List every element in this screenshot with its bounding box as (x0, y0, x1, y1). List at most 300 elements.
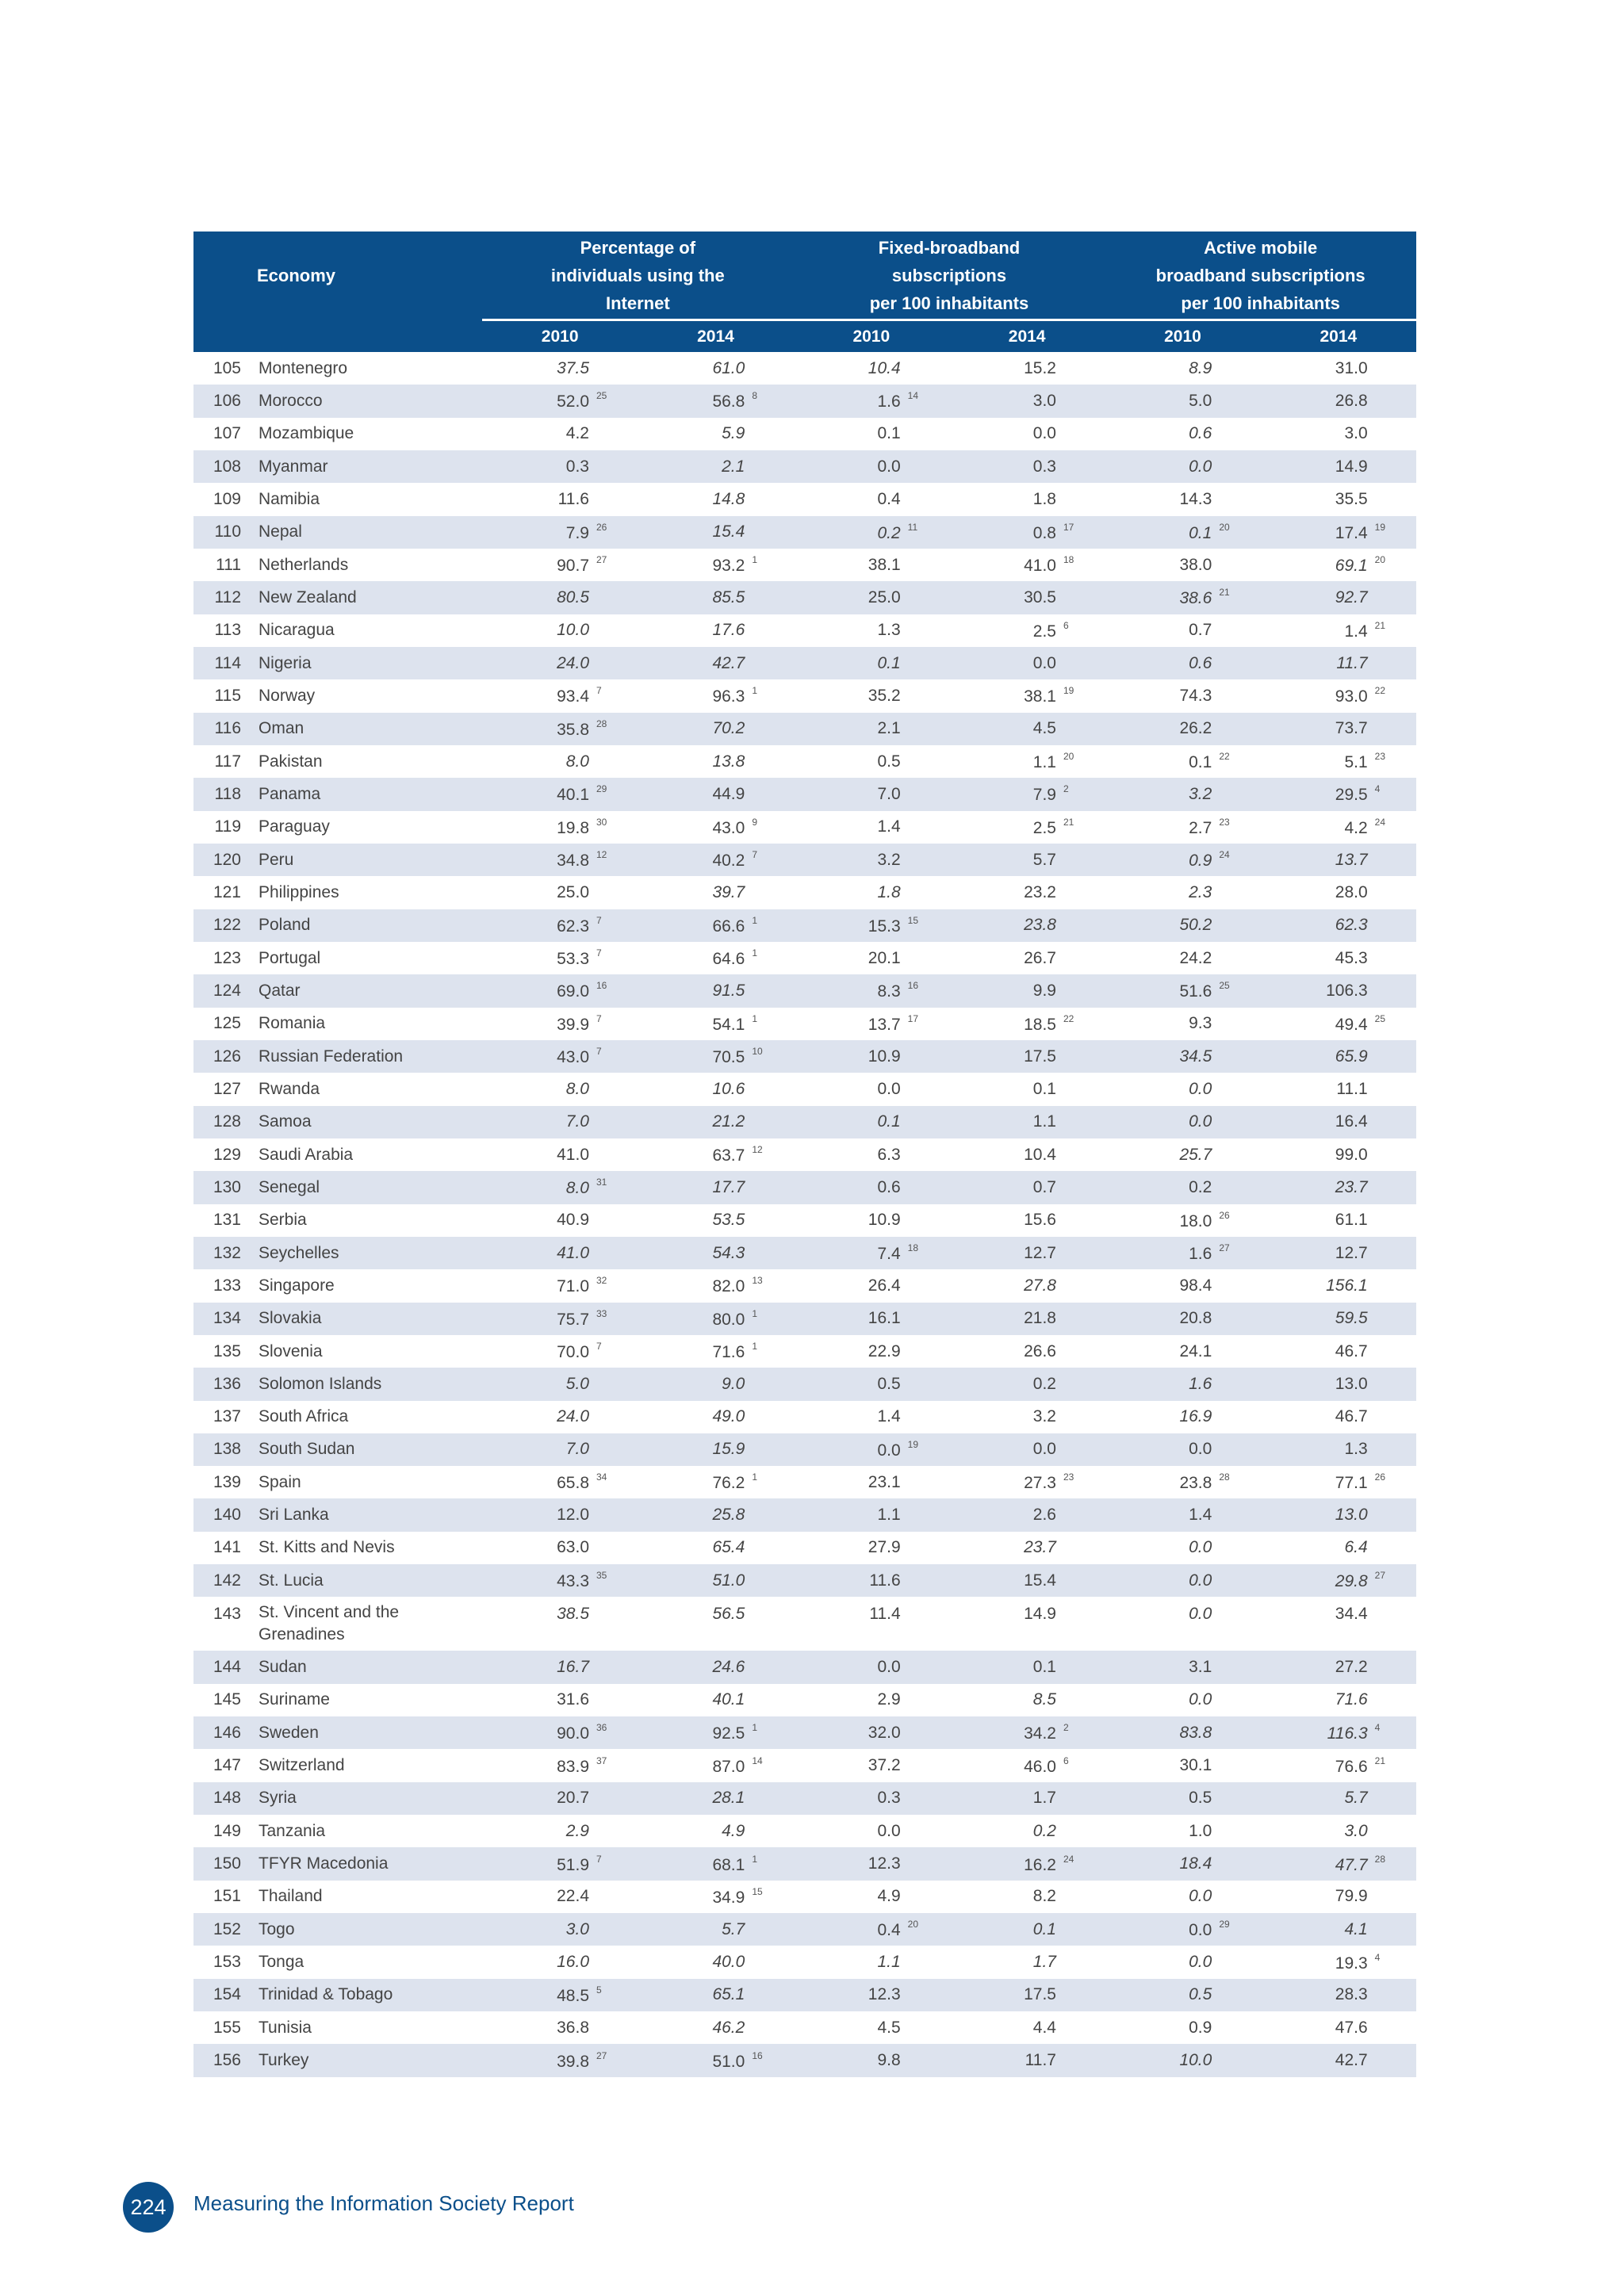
value: 0.4 (877, 489, 901, 508)
row-value-cell (638, 1368, 793, 1400)
value: 39.9 (557, 1015, 589, 1034)
value: 62.3 (1335, 916, 1368, 935)
header-mobile-line-3: per 100 inhabitants (1181, 293, 1340, 313)
table-row (193, 1913, 1416, 1946)
value: 71.0 (557, 1277, 589, 1296)
table-row (193, 2044, 1416, 2076)
value: 51.6 (1179, 982, 1212, 1001)
value: 12.0 (557, 1506, 589, 1525)
row-economy-name: Pakistan (259, 752, 323, 771)
row-value-cell (638, 450, 793, 483)
value: 0.9 (1189, 2018, 1212, 2037)
footnote-ref: 23 (1063, 1471, 1074, 1483)
row-value-cell (794, 352, 949, 385)
value: 17.7 (712, 1177, 745, 1196)
row-economy-name: Qatar (252, 974, 482, 1007)
value: 3.0 (565, 1919, 589, 1938)
footnote-ref: 13 (752, 1275, 763, 1287)
row-value-cell (482, 1040, 638, 1073)
value: 56.5 (712, 1605, 745, 1624)
footnote-ref: 27 (1374, 1570, 1386, 1582)
table-row (193, 352, 1416, 385)
row-value-cell (1105, 1847, 1260, 1880)
row-value-cell (794, 418, 949, 450)
value: 0.2 (877, 523, 901, 542)
value: 11.6 (557, 489, 589, 508)
row-value-cell (482, 1303, 638, 1335)
value: 116.3 (1327, 1724, 1368, 1743)
footnote-ref: 26 (1219, 1209, 1230, 1221)
row-value-cell (482, 1073, 638, 1105)
row-value-cell (482, 2044, 638, 2076)
row-value-cell (949, 352, 1105, 385)
row-value-cell (638, 516, 793, 549)
value: 0.0 (1189, 1440, 1212, 1459)
row-value-cell (949, 1651, 1105, 1683)
header-mobile-line-2: broadband subscriptions (1155, 265, 1365, 285)
row-rank: 107 (213, 424, 241, 443)
row-value-cell (949, 679, 1105, 712)
row-value-cell (482, 1946, 638, 1978)
table-row (193, 1782, 1416, 1815)
row-economy-name: New Zealand (252, 581, 482, 614)
value: 61.1 (1335, 1211, 1368, 1230)
row-value-cell (794, 614, 949, 647)
value: 5.7 (1344, 1789, 1368, 1808)
row-value-cell (482, 1684, 638, 1716)
footnote-ref: 17 (907, 1012, 919, 1024)
row-value-cell (794, 844, 949, 876)
value: 27.2 (1335, 1658, 1368, 1677)
value: 0.0 (877, 1441, 901, 1460)
row-value-cell (1261, 679, 1416, 712)
row-value-cell (638, 1684, 793, 1716)
table-row (193, 1881, 1416, 1913)
footnote-ref: 7 (596, 685, 602, 697)
row-value-cell (949, 1237, 1105, 1269)
row-value-cell (482, 549, 638, 581)
row-rank: 115 (214, 686, 241, 705)
row-value-cell (482, 1597, 638, 1651)
row-value-cell (794, 1138, 949, 1171)
row-value-cell (794, 1716, 949, 1749)
row-rank: 108 (193, 450, 252, 483)
value: 51.0 (712, 1571, 745, 1590)
value: 46.7 (1335, 1341, 1368, 1360)
row-value-cell (482, 909, 638, 942)
footnote-ref: 7 (596, 1853, 602, 1865)
table-row (193, 1979, 1416, 2011)
value: 0.2 (1032, 1821, 1056, 1840)
table-row (193, 1171, 1416, 1203)
row-rank: 138 (193, 1433, 252, 1466)
row-rank: 119 (214, 817, 241, 836)
value: 7.0 (565, 1112, 589, 1131)
value: 73.7 (1335, 719, 1368, 738)
row-value-cell (1105, 1684, 1260, 1716)
value: 70.2 (712, 719, 745, 738)
value: 0.5 (1189, 1985, 1212, 2004)
header-year-spacer (193, 320, 482, 353)
value: 26.6 (1024, 1341, 1056, 1360)
table-row (193, 1498, 1416, 1531)
row-value-cell (482, 1716, 638, 1749)
row-value-cell (1261, 1597, 1416, 1651)
value: 3.0 (1344, 424, 1368, 443)
row-economy-name: Oman (252, 713, 482, 745)
footnote-ref: 36 (596, 1722, 607, 1734)
row-value-cell (794, 581, 949, 614)
footnote-ref: 15 (752, 1885, 763, 1897)
value: 0.0 (1032, 1440, 1056, 1459)
row-value-cell (1105, 1782, 1260, 1815)
row-rank: 155 (213, 2018, 241, 2037)
value: 29.5 (1335, 786, 1368, 805)
row-value-cell (1105, 679, 1260, 712)
table-row (193, 2011, 1416, 2044)
row-value-cell (1105, 811, 1260, 844)
value: 2.3 (1189, 882, 1212, 901)
value: 5.0 (1189, 391, 1212, 410)
value: 23.7 (1335, 1177, 1368, 1196)
row-value-cell (482, 483, 638, 515)
value: 2.9 (877, 1690, 901, 1709)
value: 0.0 (1189, 457, 1212, 476)
row-value-cell (482, 1749, 638, 1781)
header-internet-label: Percentage of individuals using the Internet (550, 237, 725, 313)
row-value-cell (1105, 778, 1260, 810)
value: 0.3 (1032, 457, 1056, 476)
header-fixed-line-2: subscriptions (891, 265, 1007, 285)
row-value-cell (638, 745, 793, 778)
row-rank: 109 (213, 489, 241, 508)
table-row (193, 844, 1416, 876)
footnote-ref: 7 (596, 1341, 602, 1352)
row-rank: 123 (213, 948, 241, 967)
row-value-cell (482, 1466, 638, 1498)
value: 64.6 (712, 950, 745, 969)
value: 28.3 (1335, 1985, 1368, 2004)
row-value-cell (1105, 974, 1260, 1007)
table-row (193, 1815, 1416, 1847)
header-fixed-broadband (794, 232, 1105, 320)
value: 9.8 (877, 2051, 901, 2070)
row-value-cell (1105, 1597, 1260, 1651)
value: 4.5 (1032, 719, 1056, 738)
row-rank: 125 (213, 1014, 241, 1033)
row-rank: 120 (193, 844, 252, 876)
footnote-ref: 34 (596, 1471, 607, 1483)
value: 3.0 (1032, 391, 1056, 410)
value: 34.4 (1335, 1605, 1368, 1624)
row-value-cell (794, 745, 949, 778)
value: 11.6 (869, 1571, 901, 1590)
row-value-cell (1261, 418, 1416, 450)
row-value-cell (638, 549, 793, 581)
row-value-cell (794, 647, 949, 679)
value: 0.0 (1189, 1921, 1212, 1940)
row-value-cell (949, 1008, 1105, 1040)
value: 20.8 (1179, 1309, 1212, 1328)
row-value-cell (949, 1040, 1105, 1073)
row-rank: 153 (213, 1953, 241, 1972)
value: 63.0 (557, 1538, 589, 1557)
row-economy-name: Sudan (252, 1651, 482, 1683)
table-row (193, 1564, 1416, 1597)
row-value-cell (1105, 1564, 1260, 1597)
row-economy-name: Morocco (252, 385, 482, 417)
value: 106.3 (1326, 981, 1368, 1000)
row-value-cell (1105, 647, 1260, 679)
row-value-cell (482, 1008, 638, 1040)
footnote-ref: 21 (1219, 587, 1230, 599)
row-value-cell (638, 647, 793, 679)
row-value-cell (482, 1401, 638, 1433)
footnote-ref: 4 (1374, 1722, 1381, 1734)
table-row (193, 450, 1416, 483)
value: 56.8 (712, 392, 745, 411)
value: 12.7 (1024, 1243, 1056, 1262)
value: 0.1 (1032, 1079, 1056, 1098)
row-value-cell (638, 1716, 793, 1749)
value: 50.2 (1179, 916, 1212, 935)
header-internet-usage (482, 232, 794, 320)
row-economy-name: Namibia (259, 489, 320, 508)
row-rank: 105 (213, 358, 241, 377)
footnote-ref: 20 (1063, 751, 1074, 763)
row-value-cell (1261, 549, 1416, 581)
row-value-cell (638, 1597, 793, 1651)
row-economy-name: Senegal (252, 1171, 482, 1203)
footnote-ref: 9 (752, 816, 758, 828)
row-value-cell (794, 1946, 949, 1978)
row-value-cell (1105, 1303, 1260, 1335)
value: 39.7 (712, 882, 745, 901)
row-economy-name: Turkey (252, 2044, 482, 2076)
value: 99.0 (1335, 1145, 1368, 1164)
row-value-cell (1105, 844, 1260, 876)
table-row (193, 1684, 1416, 1716)
row-rank: 154 (193, 1979, 252, 2011)
value: 10.9 (868, 1211, 901, 1230)
row-value-cell (1261, 1204, 1416, 1237)
value: 42.7 (1335, 2051, 1368, 2070)
row-value-cell (1261, 1466, 1416, 1498)
value: 0.0 (877, 1821, 901, 1840)
value: 29.8 (1335, 1572, 1368, 1591)
row-value-cell (638, 876, 793, 909)
footnote-ref: 32 (596, 1275, 607, 1287)
row-value-cell (1105, 1401, 1260, 1433)
row-value-cell (1105, 1466, 1260, 1498)
value: 69.0 (557, 982, 589, 1001)
value: 23.8 (1024, 916, 1056, 935)
value: 18.4 (1179, 1854, 1212, 1873)
row-value-cell (1261, 1401, 1416, 1433)
row-value-cell (794, 1433, 949, 1466)
row-value-cell (1261, 844, 1416, 876)
row-value-cell (1105, 1335, 1260, 1368)
row-economy-name: Netherlands (259, 555, 349, 574)
row-value-cell (1105, 713, 1260, 745)
value: 17.4 (1335, 523, 1368, 542)
row-economy-name: Tunisia (259, 2018, 312, 2037)
value: 15.4 (712, 522, 745, 541)
row-economy-name: Thailand (259, 1887, 323, 1906)
value: 30.5 (1024, 587, 1056, 607)
row-value-cell (638, 1138, 793, 1171)
value: 23.8 (1179, 1474, 1212, 1493)
row-value-cell (1261, 1138, 1416, 1171)
row-value-cell (794, 1303, 949, 1335)
value: 4.5 (877, 2018, 901, 2037)
row-value-cell (1105, 1106, 1260, 1138)
value: 51.0 (712, 2052, 745, 2071)
value: 80.0 (712, 1310, 745, 1329)
value: 40.1 (557, 786, 589, 805)
value: 70.0 (557, 1343, 589, 1361)
row-value-cell (638, 778, 793, 810)
row-value-cell (949, 1171, 1105, 1203)
row-value-cell (794, 679, 949, 712)
value: 0.6 (1189, 653, 1212, 672)
row-value-cell (949, 942, 1105, 974)
value: 16.1 (868, 1309, 901, 1328)
value: 34.8 (557, 851, 589, 871)
footnote-ref: 22 (1374, 685, 1386, 697)
row-value-cell (638, 942, 793, 974)
value: 0.5 (877, 752, 901, 771)
value: 27.8 (1024, 1276, 1056, 1295)
row-value-cell (638, 1815, 793, 1847)
row-value-cell (1105, 352, 1260, 385)
footnote-ref: 20 (1374, 554, 1386, 566)
row-value-cell (638, 1979, 793, 2011)
value: 22.4 (557, 1887, 589, 1906)
row-value-cell (1261, 974, 1416, 1007)
value: 6.3 (877, 1145, 901, 1164)
row-value-cell (1261, 778, 1416, 810)
row-value-cell (638, 909, 793, 942)
footnote-ref: 1 (752, 1853, 758, 1865)
row-value-cell (482, 1106, 638, 1138)
value: 48.5 (557, 1986, 589, 2005)
row-rank: 149 (213, 1821, 241, 1840)
table-row (193, 1269, 1416, 1302)
row-value-cell (482, 1269, 638, 1302)
value: 0.0 (1032, 424, 1056, 443)
row-value-cell (1105, 1979, 1260, 2011)
row-value-cell (949, 1597, 1105, 1651)
table-row (193, 942, 1416, 974)
row-value-cell (482, 450, 638, 483)
value: 43.0 (557, 1048, 589, 1067)
footnote-ref: 1 (752, 1012, 758, 1024)
value: 7.0 (877, 784, 901, 803)
row-rank: 111 (216, 555, 241, 574)
row-economy-name: Seychelles (252, 1237, 482, 1269)
footnote-ref: 27 (596, 2049, 607, 2061)
value: 21.8 (1024, 1309, 1056, 1328)
row-rank: 148 (193, 1782, 252, 1815)
row-economy-name: Nepal (252, 516, 482, 549)
row-value-cell (638, 1073, 793, 1105)
row-value-cell (794, 2044, 949, 2076)
row-value-cell (949, 1532, 1105, 1564)
value: 8.2 (1032, 1887, 1056, 1906)
value: 16.4 (1335, 1112, 1368, 1131)
row-value-cell (794, 1749, 949, 1781)
row-value-cell (482, 581, 638, 614)
value: 23.1 (868, 1472, 901, 1491)
row-value-cell (949, 1881, 1105, 1913)
value: 25.8 (712, 1506, 745, 1525)
footnote-ref: 24 (1063, 1853, 1074, 1865)
value: 49.4 (1335, 1015, 1368, 1034)
row-economy-name: Trinidad & Tobago (252, 1979, 482, 2011)
row-value-cell (638, 1651, 793, 1683)
row-economy-name: Solomon Islands (252, 1368, 482, 1400)
row-value-cell (1261, 2044, 1416, 2076)
row-value-cell (794, 1597, 949, 1651)
value: 35.5 (1335, 489, 1368, 508)
value: 2.5 (1032, 622, 1056, 641)
footnote-ref: 20 (907, 1919, 919, 1931)
row-value-cell (638, 614, 793, 647)
value: 13.0 (1335, 1506, 1368, 1525)
value: 5.7 (1032, 850, 1056, 869)
footnote-ref: 30 (596, 816, 607, 828)
value: 42.7 (712, 653, 745, 672)
row-value-cell (794, 385, 949, 417)
value: 12.3 (868, 1854, 901, 1873)
value: 49.0 (712, 1407, 745, 1426)
value: 25.7 (1179, 1145, 1212, 1164)
value: 5.1 (1344, 753, 1368, 772)
value: 1.1 (1032, 1112, 1056, 1131)
row-value-cell (1105, 745, 1260, 778)
value: 1.6 (1189, 1374, 1212, 1393)
value: 1.0 (1189, 1821, 1212, 1840)
row-value-cell (482, 418, 638, 450)
value: 3.2 (1189, 784, 1212, 803)
value: 34.5 (1179, 1047, 1212, 1066)
table-row (193, 1335, 1416, 1368)
value: 38.0 (1179, 555, 1212, 574)
row-economy-name: St. Kitts and Nevis (259, 1538, 395, 1557)
row-value-cell (482, 1847, 638, 1880)
row-value-cell (638, 2044, 793, 2076)
value: 0.8 (1032, 523, 1056, 542)
value: 14.9 (1024, 1605, 1056, 1624)
table-row (193, 1651, 1416, 1683)
row-value-cell (482, 647, 638, 679)
row-rank: 118 (193, 778, 252, 810)
row-value-cell (949, 811, 1105, 844)
value: 14.3 (1179, 489, 1212, 508)
row-economy-name: TFYR Macedonia (252, 1847, 482, 1880)
header-mobile-line-1: Active mobile (1204, 237, 1318, 258)
row-rank: 110 (193, 516, 252, 549)
footnote-ref: 14 (907, 390, 919, 402)
row-value-cell (482, 1237, 638, 1269)
value: 24.6 (712, 1658, 745, 1677)
footnote-ref: 25 (596, 390, 607, 402)
value: 4.4 (1032, 2018, 1056, 2037)
row-value-cell (482, 1532, 638, 1564)
value: 38.6 (1179, 589, 1212, 608)
table-row (193, 1368, 1416, 1400)
